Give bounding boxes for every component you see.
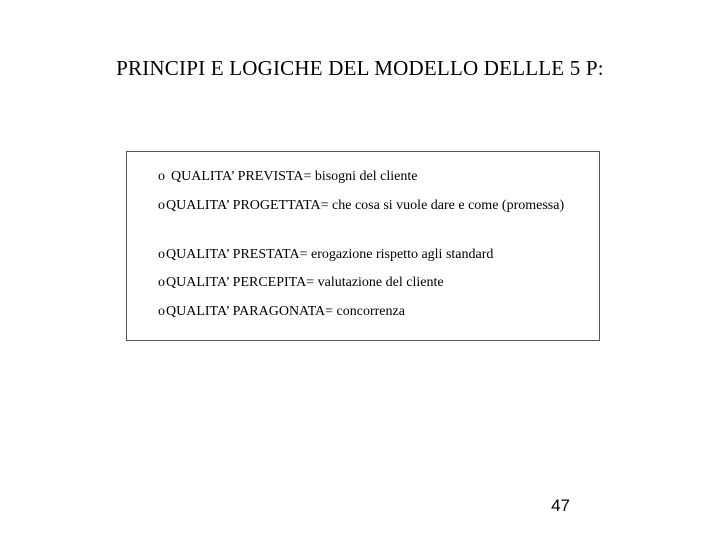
item-text: = che cosa si vuole dare e come (promessa) [320,198,565,213]
bullet-icon: o [158,275,165,290]
item-text: = concorrenza [325,304,405,319]
list-item-prevista [158,166,568,188]
list-item-progettata [158,195,568,217]
item-label: QUALITA’ PRESTATA [166,247,300,262]
bullet-icon: o [158,198,165,213]
page-number: 47 [551,496,570,515]
qualities-box [126,151,600,341]
item-text: = bisogni del cliente [303,169,418,184]
item-label: QUALITA’ PROGETTATA [166,198,321,213]
item-text: = erogazione rispetto agli standard [299,247,494,262]
slide-title: PRINCIPI E LOGICHE DEL MODELLO DELLLE 5 P: [116,56,604,80]
item-label: QUALITA’ PERCEPITA [166,275,307,290]
item-text: = valutazione del cliente [306,275,444,290]
bullet-icon: o [158,247,165,262]
list-item-paragonata [158,301,568,323]
item-label: QUALITA’ PARAGONATA [166,304,326,319]
list-item-prestata [158,244,568,266]
item-label: QUALITA’ PREVISTA [171,169,304,184]
list-item-percepita [158,272,568,294]
bullet-icon: o [158,169,165,184]
bullet-icon: o [158,304,165,319]
